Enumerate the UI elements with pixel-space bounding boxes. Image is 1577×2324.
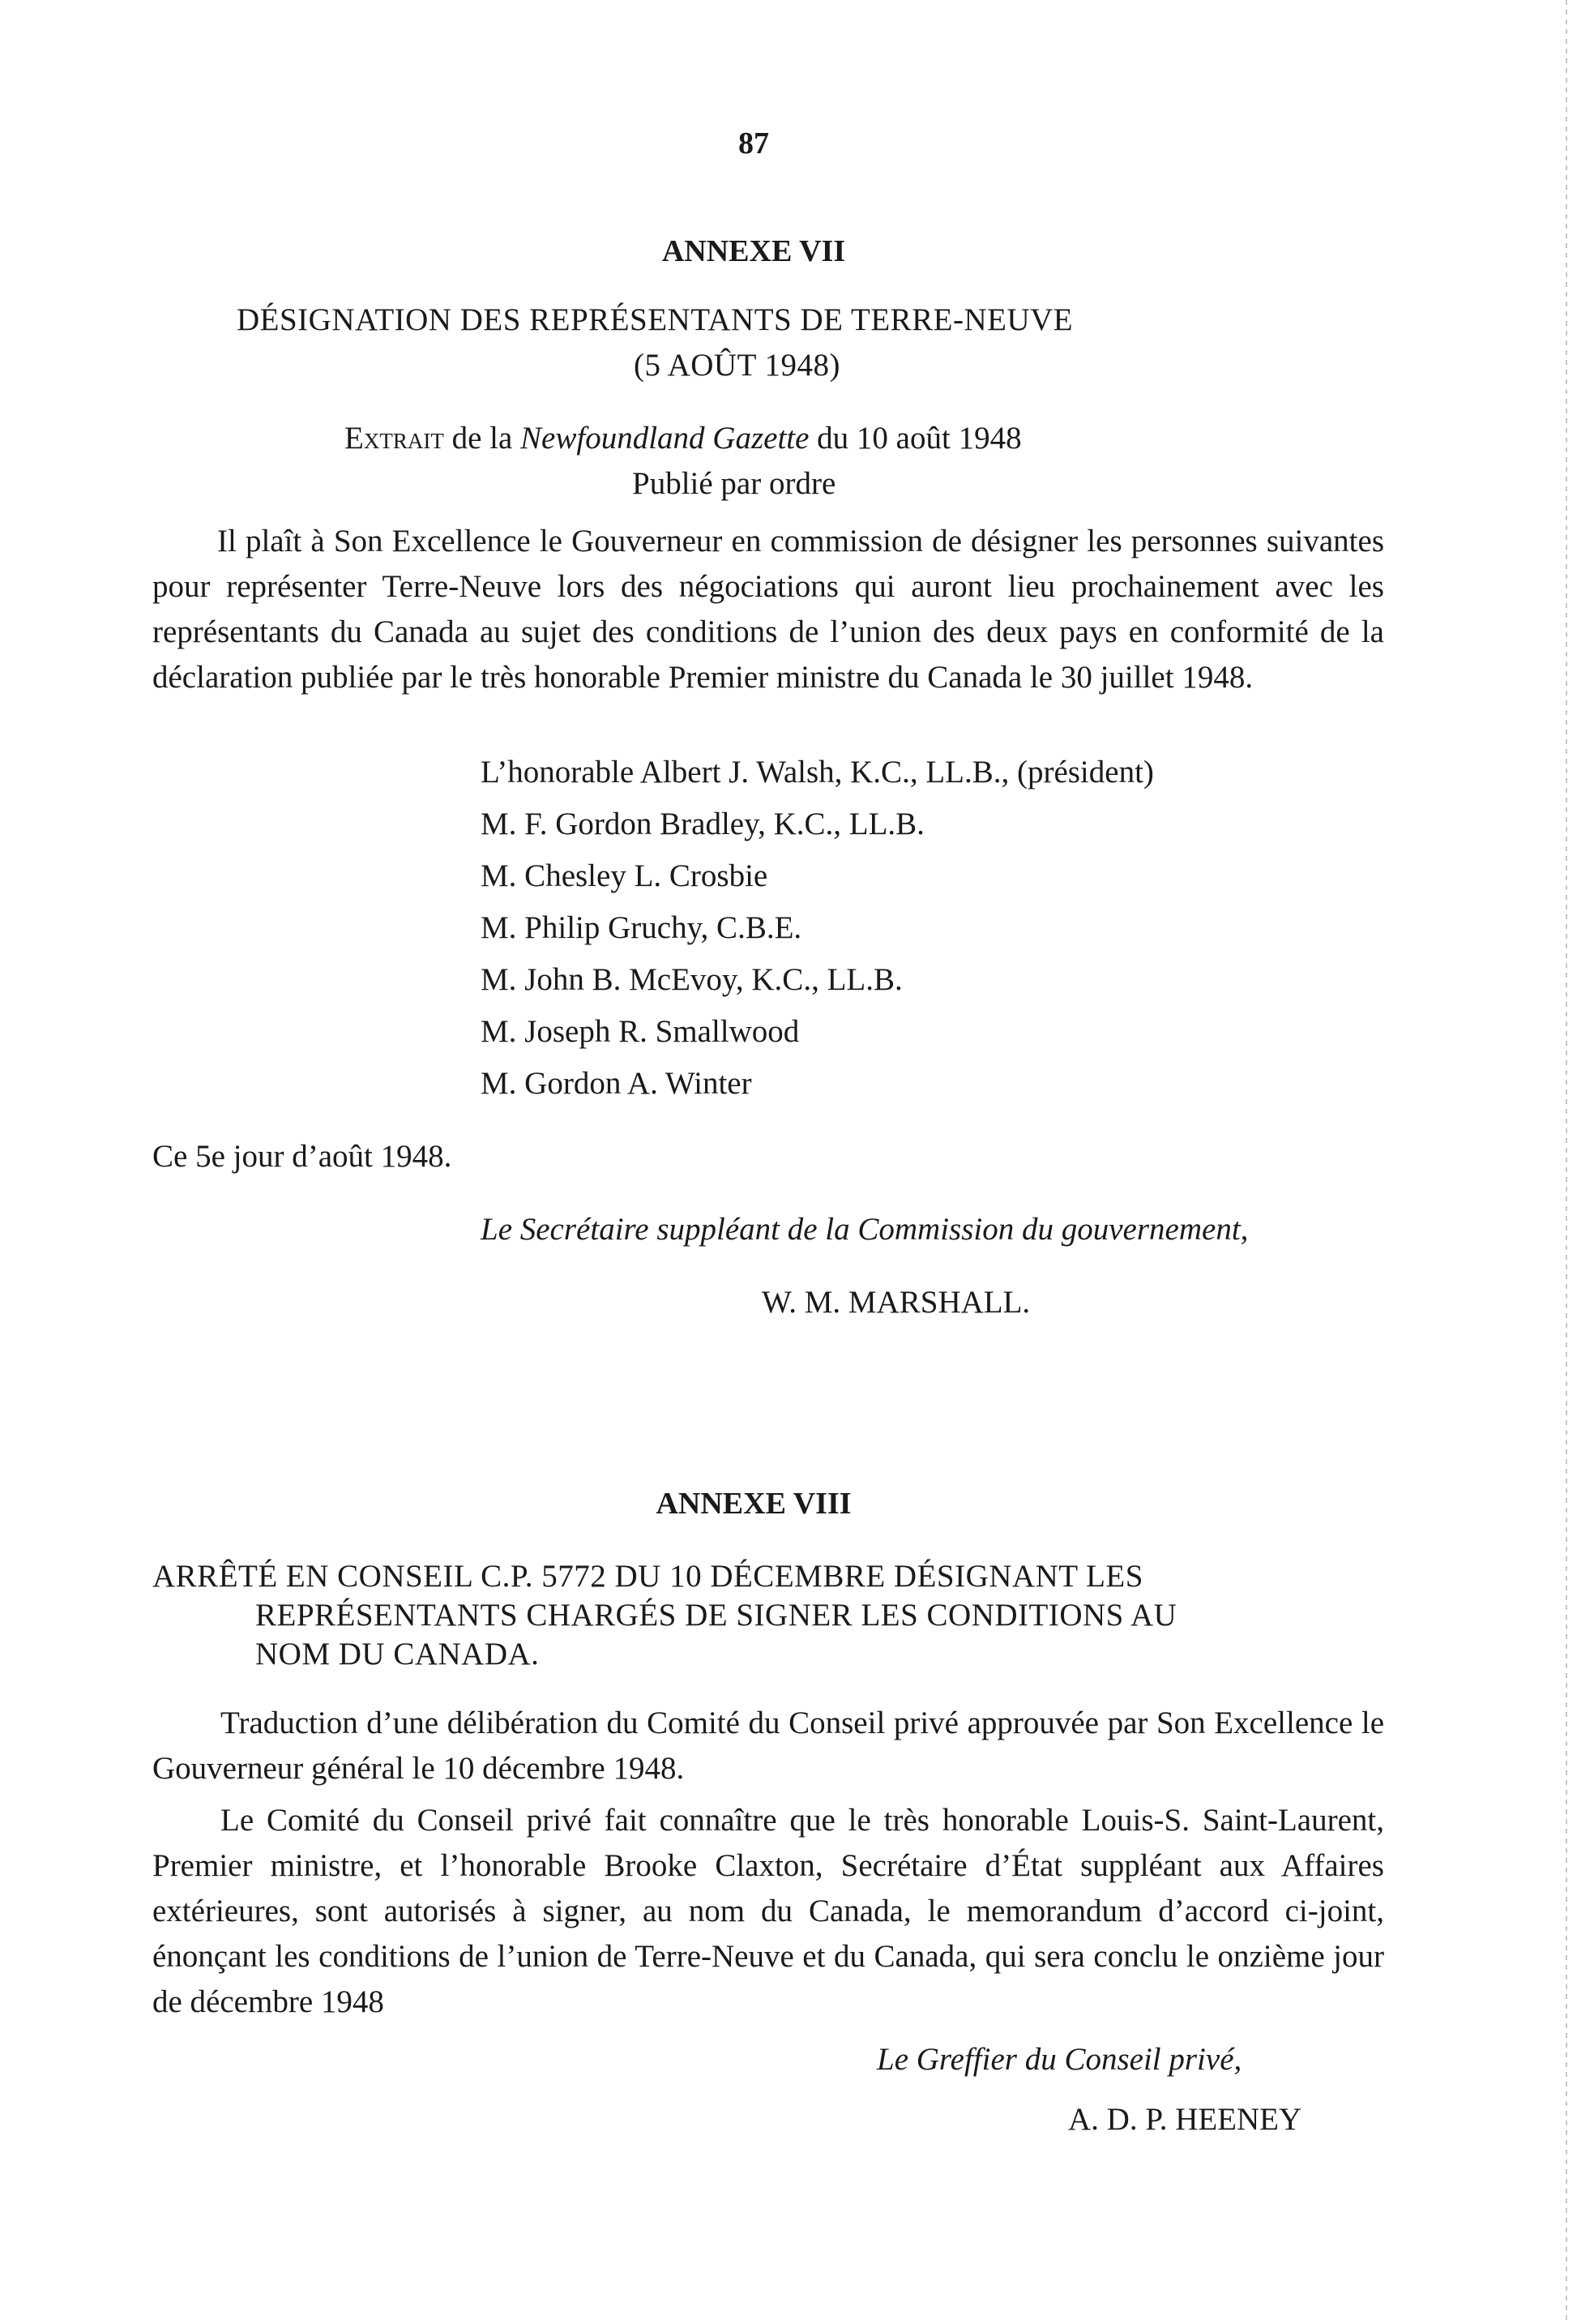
member-list-item: M. Chesley L. Crosbie xyxy=(481,858,768,893)
annex-viii-paragraph-1: Traduction d’une délibération du Comité du Conseil privé approuvée par Son Excellence le Gouverneur général le 10 décembre 1948. xyxy=(152,1706,1384,1786)
annex-viii-title: ANNEXE VIII xyxy=(656,1487,852,1521)
annex-viii-signatory-name: A. D. P. HEENEY xyxy=(1068,2102,1302,2137)
annex-vii-heading-line1: DÉSIGNATION DES REPRÉSENTANTS DE TERRE-NEUVE xyxy=(237,302,1074,337)
member-list-item: M. Philip Gruchy, C.B.E. xyxy=(481,910,802,945)
extract-source-line xyxy=(344,420,1022,456)
member-list-item: M. F. Gordon Bradley, K.C., LL.B. xyxy=(481,807,925,841)
annex-vii-date-line: Ce 5e jour d’août 1948. xyxy=(152,1139,452,1174)
annex-vii-heading-date: (5 AOÛT 1948) xyxy=(634,348,840,383)
published-notice: Publié par ordre xyxy=(632,466,836,501)
member-list-item: M. John B. McEvoy, K.C., LL.B. xyxy=(481,962,903,997)
member-list-item: M. Gordon A. Winter xyxy=(481,1066,752,1101)
annex-vii-title: ANNEXE VII xyxy=(661,234,846,268)
annex-vii-signatory-title: Le Secrétaire suppléant de la Commission du gouvernement, xyxy=(481,1212,1249,1247)
extract-prefix: Extrait xyxy=(344,421,444,456)
scan-margin-edge xyxy=(1566,0,1567,2324)
annex-viii-heading-line2: REPRÉSENTANTS CHARGÉS DE SIGNER LES CONDITIONS AU xyxy=(255,1598,1177,1633)
annex-vii-signatory-name: W. M. MARSHALL. xyxy=(762,1285,1031,1320)
member-list-item: L’honorable Albert J. Walsh, K.C., LL.B., (président) xyxy=(481,755,1154,790)
extract-source: Newfoundland Gazette xyxy=(520,421,810,456)
member-list-item: M. Joseph R. Smallwood xyxy=(481,1014,800,1049)
page-number: 87 xyxy=(738,126,769,160)
annex-viii-heading-line1: ARRÊTÉ EN CONSEIL C.P. 5772 DU 10 DÉCEMBRE DÉSIGNANT LES xyxy=(152,1559,1143,1594)
annex-viii-heading-line3: NOM DU CANADA. xyxy=(255,1637,540,1671)
extract-mid: de la xyxy=(443,421,521,456)
annex-viii-signatory-title: Le Greffier du Conseil privé, xyxy=(877,2042,1242,2077)
extract-date: du 10 août 1948 xyxy=(809,421,1022,456)
annex-vii-paragraph: Il plaît à Son Excellence le Gouverneur en commission de désigner les personnes suivantes pour représenter Terre-Neuve lors des négociations qui auront lieu prochainement avec les représentants du Canada au sujet des conditions de l’union des deux pays en conformité de la déclaration publiée par le très honorable Premier ministre du Canada le 30 juillet 1948. xyxy=(152,524,1384,695)
annex-viii-paragraph-2: Le Comité du Conseil privé fait connaître que le très honorable Louis-S. Saint-Laurent, Premier ministre, et l’honorable Brooke Claxton, Secrétaire d’État suppléant aux Affaires extérieures, sont autorisés à signer, au nom du Canada, le memorandum d’accord ci-joint, énonçant les conditions de l’union de Terre-Neuve et du Canada, qui sera conclu le onzième jour de décembre 1948 xyxy=(152,1803,1384,2019)
